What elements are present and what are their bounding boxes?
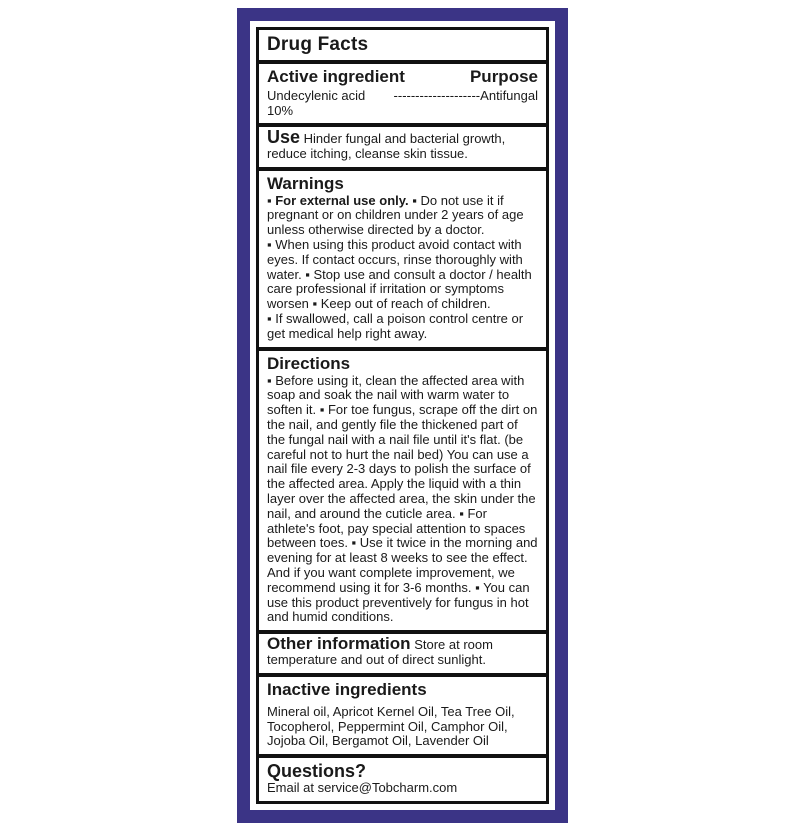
drug-facts-label — [237, 8, 568, 823]
warnings-paragraph-2: ▪ When using this product avoid contact with eyes. If contact occurs, rinse thoroughly with water. ▪ Stop use and consult a doctor / health care professional if irritation or symptoms worsen ▪ Keep out of reach of children. — [267, 236, 532, 312]
warnings-paragraph-1 — [267, 194, 538, 238]
purpose-heading: Purpose — [469, 67, 538, 86]
questions-email-text: Email at service@Tobcharm.com — [267, 780, 458, 796]
warnings-heading: Warnings — [267, 173, 344, 193]
directions-section — [259, 351, 546, 631]
purpose-value: Antifungal — [480, 88, 538, 103]
warnings-section — [259, 171, 546, 347]
use-section — [259, 127, 546, 167]
use-paragraph — [267, 127, 538, 162]
other-information-section — [259, 634, 546, 673]
questions-section — [259, 758, 546, 801]
active-ingredient-heading: Active ingredient — [267, 67, 405, 86]
label-white-margin — [250, 21, 555, 810]
use-heading: Use — [267, 127, 301, 147]
questions-heading: Questions? — [267, 761, 367, 782]
dash-leader: -------------------- — [393, 88, 481, 103]
other-information-text: Store at room temperature and out of direct sunlight. — [267, 637, 493, 667]
active-ingredient-value: Undecylenic acid 10% — [267, 88, 366, 118]
other-information-paragraph — [267, 634, 538, 668]
external-use-only-text: ▪ For external use only. — [267, 192, 409, 208]
other-information-heading: Other information — [267, 634, 411, 654]
active-ingredient-value-row — [267, 88, 538, 118]
inactive-ingredients-section — [259, 677, 546, 754]
warnings-paragraph-1-rest: ▪ Do not use it if pregnant or on children under 2 years of age unless otherwise directed by a doctor. — [267, 192, 524, 238]
active-ingredient-section — [259, 64, 546, 123]
inactive-ingredients-list: Mineral oil, Apricot Kernel Oil, Tea Tree Oil, Tocopherol, Peppermint Oil, Camphor Oil, Jojoba Oil, Bergamot Oil, Lavender Oil — [267, 703, 515, 749]
inactive-ingredients-heading: Inactive ingredients — [267, 679, 427, 699]
warnings-paragraph-3: ▪ If swallowed, call a poison control centre or get medical help right away. — [267, 310, 524, 341]
drug-facts-title-section — [259, 30, 546, 60]
facts-box — [256, 27, 549, 804]
use-text: Hinder fungal and bacterial growth, reduce itching, cleanse skin tissue. — [267, 131, 506, 161]
directions-paragraph: ▪ Before using it, clean the affected area with soap and soak the nail with warm water to soften it. ▪ For toe fungus, scrape off the dirt on the nail, and gently file the thickened part of the fungal nail with a nail file until it's flat. (be careful not to hurt the nail bed) You can use a nail file every 2-3 days to polish the surface of the affected area. Apply the liquid with a thin layer over the affected area, the skin under the nail, and around the cuticle area. ▪ For athlete's foot, pay special attention to spaces between toes. ▪ Use it twice in the morning and evening for at least 8 weeks to see the effect. And if you want complete improvement, we recommend using it for 3-6 months. ▪ You can use this product preventively for fungus in hot and humid conditions. — [267, 372, 538, 625]
active-ingredient-header-row — [267, 67, 538, 87]
drug-facts-title: Drug Facts — [267, 34, 369, 55]
directions-heading: Directions — [267, 353, 351, 373]
